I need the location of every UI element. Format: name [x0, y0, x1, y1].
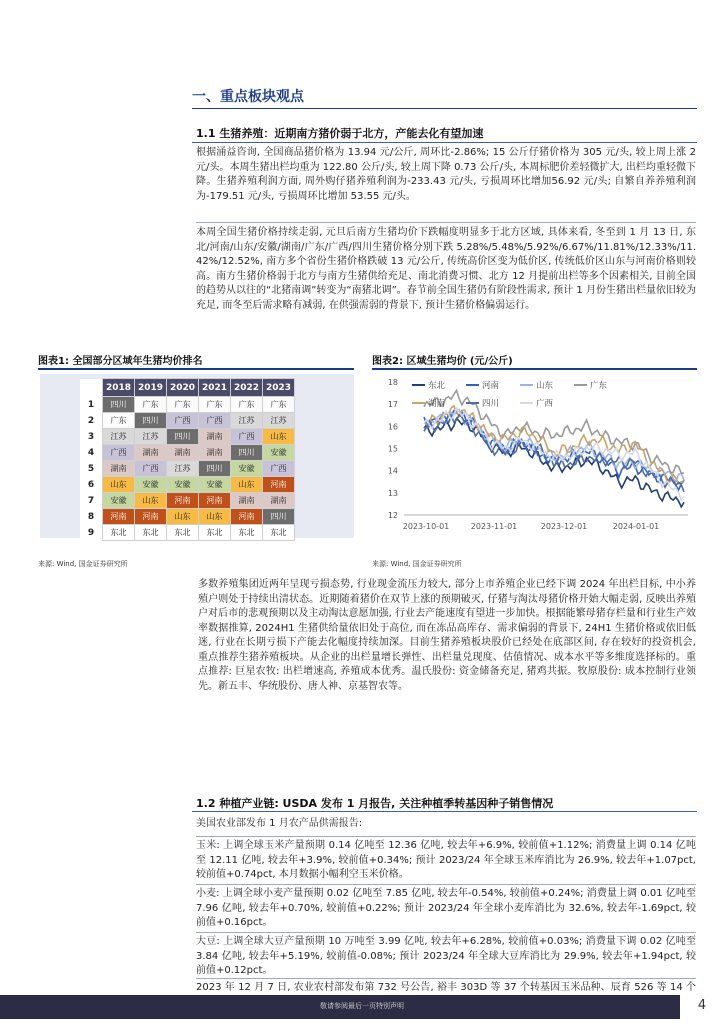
table-row [80, 413, 295, 429]
region-cell: 河南 [263, 477, 295, 493]
region-cell: 四川 [135, 413, 167, 429]
subsection-title-1-1: 1.1 生猪养殖：近期南方猪价弱于北方，产能去化有望加速 [196, 127, 484, 140]
region-cell: 广西 [135, 461, 167, 477]
year-header: 2020 [167, 379, 199, 397]
region-cell: 广西 [167, 413, 199, 429]
region-cell: 广西 [199, 413, 231, 429]
region-cell: 湖南 [135, 445, 167, 461]
region-cell: 江苏 [135, 429, 167, 445]
region-cell: 安徽 [135, 477, 167, 493]
figure1-rule [38, 368, 354, 370]
region-cell: 河南 [103, 509, 135, 525]
y-tick-label: 14 [387, 466, 398, 476]
table-row [80, 461, 295, 477]
region-cell: 河南 [231, 509, 263, 525]
region-cell: 湖南 [231, 493, 263, 509]
rank-number: 1 [80, 397, 103, 413]
y-tick-label: 13 [387, 488, 398, 498]
table-row [80, 397, 295, 413]
legend-label: 湖南 [428, 399, 446, 409]
region-cell: 四川 [263, 509, 295, 525]
paragraph-corn: 玉米: 上调全球玉米产量预期 0.14 亿吨至 12.36 亿吨, 较去年+6.9%, 较前值+1.12%; 消费量上调 0.14 亿吨至 12.11 亿吨, 较去年+3.9%, 较前值+0.34%; 预计 2023/24 年全球玉米库消比为 26.9%, 较去年+1.07pct, 较前值+0.74pct, 本月数据小幅利空玉米价格。 [196, 836, 696, 883]
paragraph-pig-prices: 根据涌益咨询, 全国商品猪价格为 13.94 元/公斤, 周环比-2.86%; 15 公斤仔猪价格为 305 元/头, 较上周上涨 2 元/头。本周生猪出栏均重为 122.80 公斤/头, 较上周下降 0.73 公斤/头, 本周标肥价差轻微扩大, 出栏均重轻微下降。生猪养殖利润方面, 周外购仔猪养殖利润为-233.43 元/头, 亏损周环比增加56.92 元/头; 自繁自养养殖利润为-179.51 元/头, 亏损周环比增加 53.55 元/头。 [196, 147, 696, 202]
region-cell: 广东 [231, 397, 263, 413]
legend-label: 河南 [482, 381, 500, 391]
table-row [80, 429, 295, 445]
year-header: 2023 [263, 379, 295, 397]
region-cell: 河南 [199, 493, 231, 509]
rank-number: 5 [80, 461, 103, 477]
figure2-caption: 图表2: 区域生猪均价 (元/公斤) [372, 356, 513, 367]
figure1-panel [40, 374, 354, 538]
section-divider [192, 108, 697, 109]
region-cell: 安徽 [199, 477, 231, 493]
region-cell: 山东 [263, 429, 295, 445]
region-cell: 江苏 [103, 429, 135, 445]
region-cell: 广西 [263, 461, 295, 477]
region-cell: 广东 [135, 397, 167, 413]
region-cell: 湖南 [167, 445, 199, 461]
region-cell: 东北 [103, 525, 135, 541]
paragraph-gmo-announcement: 2023 年 12 月 7 日, 农业农村部发布第 732 号公告, 裕丰 303D 等 37 个转基因玉米品种、辰育 526 等 14 个 [196, 978, 696, 996]
price-line-chart [370, 372, 698, 538]
region-cell: 东北 [135, 525, 167, 541]
region-cell: 东北 [263, 525, 295, 541]
subsection-title-1-2: 1.2 种植产业链: USDA 发布 1 月报告, 关注种植季转基因种子销售情况 [196, 797, 554, 810]
year-header: 2022 [231, 379, 263, 397]
paragraph-wheat: 小麦: 上调全球小麦产量预期 0.02 亿吨至 7.85 亿吨, 较去年-0.54%, 较前值+0.24%; 消费量上调 0.01 亿吨至 7.96 亿吨, 较去年+0.70%, 较前值+0.22%; 预计 2023/24 年全球小麦库消比为 32.6%, 较去年-1.69pct, 较前值+0.16pct。 [196, 884, 696, 931]
region-cell: 山东 [199, 509, 231, 525]
rank-number: 6 [80, 477, 103, 493]
region-cell: 东北 [231, 525, 263, 541]
ranking-corner [80, 379, 103, 397]
region-cell: 江苏 [167, 461, 199, 477]
legend-label: 山东 [536, 381, 554, 391]
region-cell: 山东 [135, 493, 167, 509]
region-cell: 广西 [103, 445, 135, 461]
region-cell: 山东 [103, 477, 135, 493]
region-cell: 安徽 [263, 445, 295, 461]
region-cell: 江苏 [231, 413, 263, 429]
region-cell: 河南 [135, 509, 167, 525]
subsection-divider-2 [192, 811, 697, 812]
legend-label: 四川 [482, 399, 500, 409]
region-cell: 湖南 [103, 461, 135, 477]
rank-number: 3 [80, 429, 103, 445]
region-cell: 广东 [263, 397, 295, 413]
section-title: 一、重点板块观点 [192, 89, 304, 105]
region-cell: 安徽 [167, 477, 199, 493]
x-tick-label: 2023-12-01 [540, 522, 588, 531]
figure1-source: 来源: Wind, 国金证券研究所 [38, 560, 128, 568]
x-tick-label: 2023-11-01 [470, 522, 518, 531]
region-cell: 四川 [103, 397, 135, 413]
page-number: 4 [697, 998, 707, 1013]
region-cell: 四川 [167, 429, 199, 445]
paragraph-soybean: 大豆: 上调全球大豆产量预期 10 万吨至 3.99 亿吨, 较去年+6.28%, 较前值+0.03%; 消费量下调 0.02 亿吨至 3.84 亿吨, 较去年+5.19%, 较前值-0.08%; 预计 2023/24 年全球大豆库消比为 29.9%, 较去年+1.94pct, 较前值+0.12pct。 [196, 932, 696, 979]
region-cell: 湖南 [199, 429, 231, 445]
rank-number: 8 [80, 509, 103, 525]
region-cell: 山东 [231, 477, 263, 493]
table-row [80, 525, 295, 541]
legend-label: 广东 [590, 381, 608, 391]
region-cell: 东北 [167, 525, 199, 541]
region-cell: 安徽 [103, 493, 135, 509]
figure2-source: 来源: Wind, 国金证券研究所 [372, 560, 462, 568]
region-cell: 广东 [103, 413, 135, 429]
table-row [80, 493, 295, 509]
region-cell: 广西 [231, 429, 263, 445]
region-cell: 湖南 [199, 445, 231, 461]
y-tick-label: 17 [387, 400, 398, 410]
region-cell: 河南 [167, 493, 199, 509]
figure2-rule [372, 368, 697, 370]
region-cell: 安徽 [231, 461, 263, 477]
paragraph-usda-intro: 美国农业部发布 1 月农产品供需报告: [196, 818, 363, 829]
rank-number: 7 [80, 493, 103, 509]
region-cell: 广东 [167, 397, 199, 413]
year-header: 2019 [135, 379, 167, 397]
year-header: 2021 [199, 379, 231, 397]
y-tick-label: 15 [387, 444, 398, 454]
rank-number: 9 [80, 525, 103, 541]
region-cell: 广东 [199, 397, 231, 413]
y-tick-label: 16 [387, 422, 398, 432]
ranking-table [80, 378, 295, 541]
region-cell: 四川 [199, 461, 231, 477]
region-cell: 东北 [199, 525, 231, 541]
legend-label: 广西 [536, 399, 554, 409]
table-row [80, 445, 295, 461]
region-cell: 四川 [231, 445, 263, 461]
table-row [80, 509, 295, 525]
footer-disclaimer: 敬请参阅最后一页特别声明 [320, 1002, 404, 1010]
x-tick-label: 2023-10-01 [402, 522, 450, 531]
year-header: 2018 [103, 379, 135, 397]
region-cell: 江苏 [263, 413, 295, 429]
region-cell: 湖南 [263, 493, 295, 509]
table-row [80, 477, 295, 493]
y-tick-label: 18 [387, 378, 398, 387]
paragraph-industry-view: 多数养殖集团近两年呈现亏损态势, 行业现金流压力较大, 部分上市养殖企业已经下调 2024 年出栏目标, 中小养殖户则处于持续出清状态。近期随着猪价在双节上涨的预期破灭, 仔猪与淘汰母猪价格开始大幅走弱, 反映出养殖户对后市的悲观预期以及主动淘汰意愿加强, 行业去产能速度有望进一步加快。根据能繁母猪存栏量和行业生产效率数据推算, 2024H1 生猪供给量依旧处于高位, 而在冻品高库存、需求偏弱的背景下, 24H1 生猪价格或依旧低迷, 行业在长期亏损下产能去化幅度持续加深。目前生猪养殖板块股价已经处在底部区间, 存在较好的投资机会, 重点推荐生猪养殖板块。从企业的出栏量增长弹性、出栏量兑现度、估值情况、成本水平等多维度选择标的。重点推荐: 巨星农牧: 出栏增速高, 养殖成本优秀。温氏股份: 资金储备充足, 猪鸡共振。牧原股份: 成本控制行业领先。新五丰、华统股份、唐人神、京基智农等。 [198, 579, 696, 692]
figure1-caption: 图表1: 全国部分区域年生猪均价排名 [38, 356, 203, 367]
legend-label: 东北 [428, 381, 446, 391]
rank-number: 2 [80, 413, 103, 429]
subsection-divider [192, 142, 697, 143]
rank-number: 4 [80, 445, 103, 461]
region-cell: 山东 [167, 509, 199, 525]
x-tick-label: 2024-01-01 [612, 522, 660, 531]
paragraph-regional-prices: 本周全国生猪价格持续走弱, 元旦后南方生猪均价下跌幅度明显多于北方区域, 具体来看, 冬至到 1 月 13 日, 东北/河南/山东/安徽/湖南/广东/广西/四川生猪价格分别下跌 5.28%/5.48%/5.92%/6.67%/11.81%/12.33%/11.42%/12.52%, 南方多个省份生猪价格跌破 13 元/公斤, 传统高价区变为低价区, 传统低价区山东与河南价格则较高。南方生猪价格弱于北方与南方生猪供给充足、南北消费习惯、北方 12 月提前出栏等多个因素相关, 目前全国的趋势从以往的“北猪南调”转变为“南猪北调”。春节前全国生猪仍有阶段性需求, 预计 1 月份生猪出栏量依旧较为充足, 而冬至后需求略有减弱, 在供强需弱的背景下, 预计生猪价格偏弱运行。 [196, 222, 696, 313]
y-tick-label: 12 [387, 511, 398, 520]
